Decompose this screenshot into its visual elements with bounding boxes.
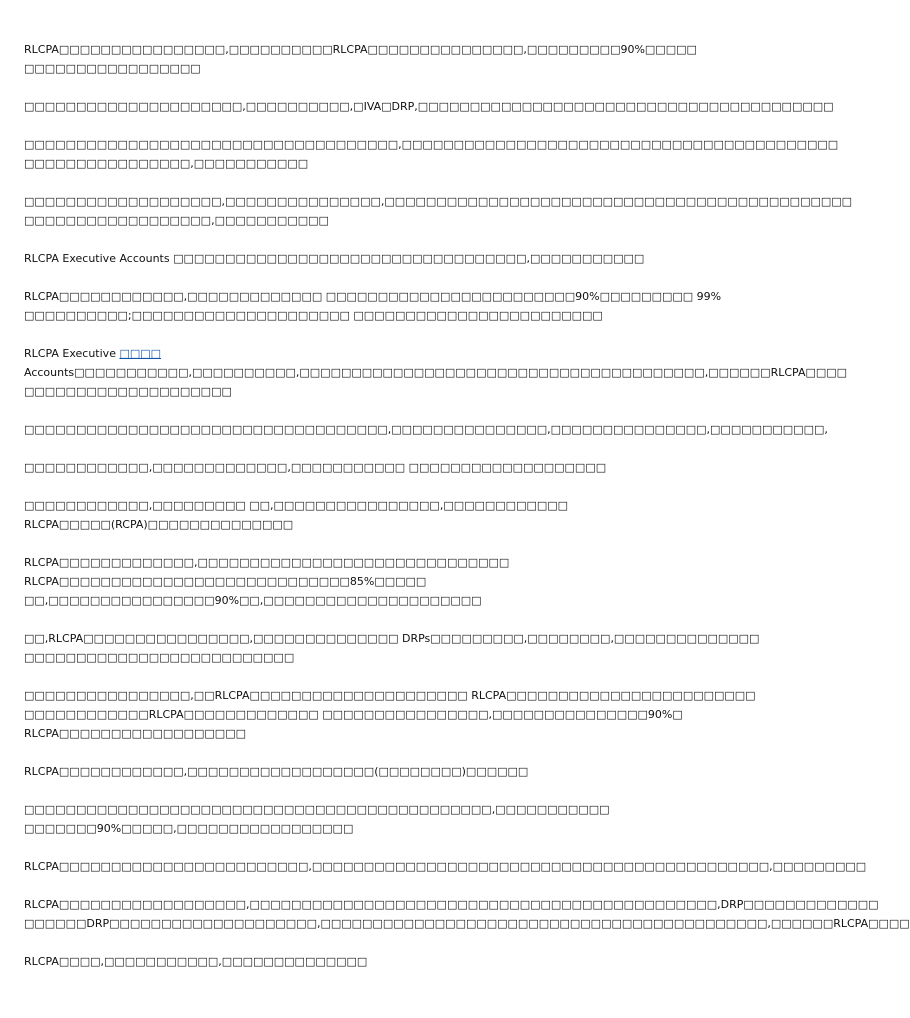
inline-link[interactable]: □□□□ — [119, 347, 162, 360]
text-line: □□□□□□□□□□□□,□□□□□□□□□ □□,□□□□□□□□□□□□□□□□,□□□□□□□□□□□□ — [24, 499, 569, 512]
paragraph-18 — [24, 952, 714, 971]
paragraph-10 — [24, 496, 714, 534]
paragraph-3 — [24, 135, 839, 173]
text-line: □□□□□□□□□□□□□□□□,□□RLCPA□□□□□□□□□□□□□□□□□□□□□ RLCPA□□□□□□□□□□□□□□□□□□□□□□□□ — [24, 689, 756, 702]
text-line: □□□□□□DRP□□□□□□□□□□□□□□□□□□□□,□□□□□□□□□□□□□□□□□□□□□□□□□□□□□□□□□□□□□□□□□□□,□□□□□□RLCPA□□□□ — [24, 917, 910, 930]
text-line: RLCPA□□□□□□□□□□□□□□□□□□□□□□□□,□□□□□□□□□□□□□□□□□□□□□□□□□□□□□□□□□□□□□□□□□□□□,□□□□□□□□□ — [24, 860, 867, 873]
text-line: □□□□□□□□□□□□RLCPA□□□□□□□□□□□□□ □□□□□□□□□□□□□□□□,□□□□□□□□□□□□□□□90%□ — [24, 708, 683, 721]
text-line: RLCPA□□□□□□□□□□□□□□□□□□□□□□□□□□□□85%□□□□□ — [24, 575, 427, 588]
text-line: RLCPA□□□□□□□□□□□□,□□□□□□□□□□□□□ □□□□□□□□□□□□□□□□□□□□□□□□90%□□□□□□□□□ 99% — [24, 290, 722, 303]
paragraph-12 — [24, 629, 760, 667]
text-line: □□□□□□□□□□□□□□□□,□□□□□□□□□□□ — [24, 157, 309, 170]
text-line: □□□□□□□□□□□□□□□□□□□□□□□□□□□□□□□□□□□,□□□□□□□□□□□□□□□,□□□□□□□□□□□□□□□,□□□□□□□□□□□, — [24, 423, 828, 436]
text-line: □□□□□□□□□□□□□□□□□□□,□□□□□□□□□□□□□□□,□□□□□□□□□□□□□□□□□□□□□□□□□□□□□□□□□□□□□□□□□□□□□ — [24, 195, 853, 208]
document-body — [24, 40, 910, 990]
text-line: Accounts□□□□□□□□□□□,□□□□□□□□□□,□□□□□□□□□□□□□□□□□□□□□□□□□□□□□□□□□□□□□□□,□□□□□□RLCPA□□□□ — [24, 366, 848, 379]
text-line: □□□□□□□□□□□□,□□□□□□□□□□□□□,□□□□□□□□□□□ □□□□□□□□□□□□□□□□□□□ — [24, 461, 607, 474]
text-line: RLCPA□□□□□(RCPA)□□□□□□□□□□□□□□ — [24, 518, 294, 531]
paragraph-17 — [24, 895, 910, 933]
text-line: □□□□□□□□□□;□□□□□□□□□□□□□□□□□□□□□ □□□□□□□□□□□□□□□□□□□□□□□□ — [24, 309, 603, 322]
paragraph-9 — [24, 458, 714, 477]
paragraph-4 — [24, 192, 853, 230]
text-line: □□□□□□□90%□□□□□,□□□□□□□□□□□□□□□□□ — [24, 822, 354, 835]
text-line: RLCPA□□□□,□□□□□□□□□□□,□□□□□□□□□□□□□□ — [24, 955, 368, 968]
text-line: RLCPA□□□□□□□□□□□□□□□□□□,□□□□□□□□□□□□□□□□□□□□□□□□□□□□□□□□□□□□□□□□□□□□□,DRP□□□□□□□□□□□□□ — [24, 898, 879, 911]
paragraph-5 — [24, 249, 714, 268]
text-line: □□□□□□□□□□□□□□□□□□,□□□□□□□□□□□ — [24, 214, 329, 227]
paragraph-11 — [24, 553, 714, 610]
paragraph-1 — [24, 40, 714, 78]
text-line-with-link — [24, 344, 714, 363]
paragraph-8 — [24, 420, 828, 439]
text-line: □□□□□□□□□□□□□□□□□□□□ — [24, 385, 232, 398]
text-line: RLCPA□□□□□□□□□□□□,□□□□□□□□□□□□□□□□□□(□□□□□□□□)□□□□□□ — [24, 765, 529, 778]
text-line: RLCPA Executive Accounts □□□□□□□□□□□□□□□□□□□□□□□□□□□□□□□□□□,□□□□□□□□□□□ — [24, 252, 645, 265]
text-line: □□□□□□□□□□□□□□□□□ — [24, 62, 201, 75]
paragraph-7 — [24, 344, 848, 401]
text-line: □□□□□□□□□□□□□□□□□□□□□□□□□□□□□□□□□□□□□□□□□□□□□,□□□□□□□□□□□ — [24, 803, 610, 816]
text-line: □□,□□□□□□□□□□□□□□□□90%□□,□□□□□□□□□□□□□□□□□□□□□ — [24, 594, 482, 607]
text-line: RLCPA□□□□□□□□□□□□□,□□□□□□□□□□□□□□□□□□□□□□□□□□□□□□ — [24, 556, 510, 569]
text-segment: RLCPA Executive — [24, 347, 120, 360]
paragraph-15 — [24, 800, 714, 838]
paragraph-13 — [24, 686, 756, 743]
text-line: □□□□□□□□□□□□□□□□□□□□□□□□□□□□□□□□□□□□,□□□□□□□□□□□□□□□□□□□□□□□□□□□□□□□□□□□□□□□□□□ — [24, 138, 839, 151]
paragraph-2 — [24, 97, 834, 116]
text-line: □□□□□□□□□□□□□□□□□□□□□□□□□□ — [24, 651, 295, 664]
text-line: □□,RLCPA□□□□□□□□□□□□□□□□,□□□□□□□□□□□□□□ DRPs□□□□□□□□□,□□□□□□□□,□□□□□□□□□□□□□□ — [24, 632, 760, 645]
text-line: □□□□□□□□□□□□□□□□□□□□□,□□□□□□□□□□,□IVA□DRP,□□□□□□□□□□□□□□□□□□□□□□□□□□□□□□□□□□□□□□□□ — [24, 100, 834, 113]
text-line: RLCPA□□□□□□□□□□□□□□□□,□□□□□□□□□□RLCPA□□□□□□□□□□□□□□□,□□□□□□□□□90%□□□□□ — [24, 43, 697, 56]
paragraph-14 — [24, 762, 714, 781]
paragraph-6 — [24, 287, 722, 325]
text-line: RLCPA□□□□□□□□□□□□□□□□□□ — [24, 727, 246, 740]
paragraph-16 — [24, 857, 867, 876]
